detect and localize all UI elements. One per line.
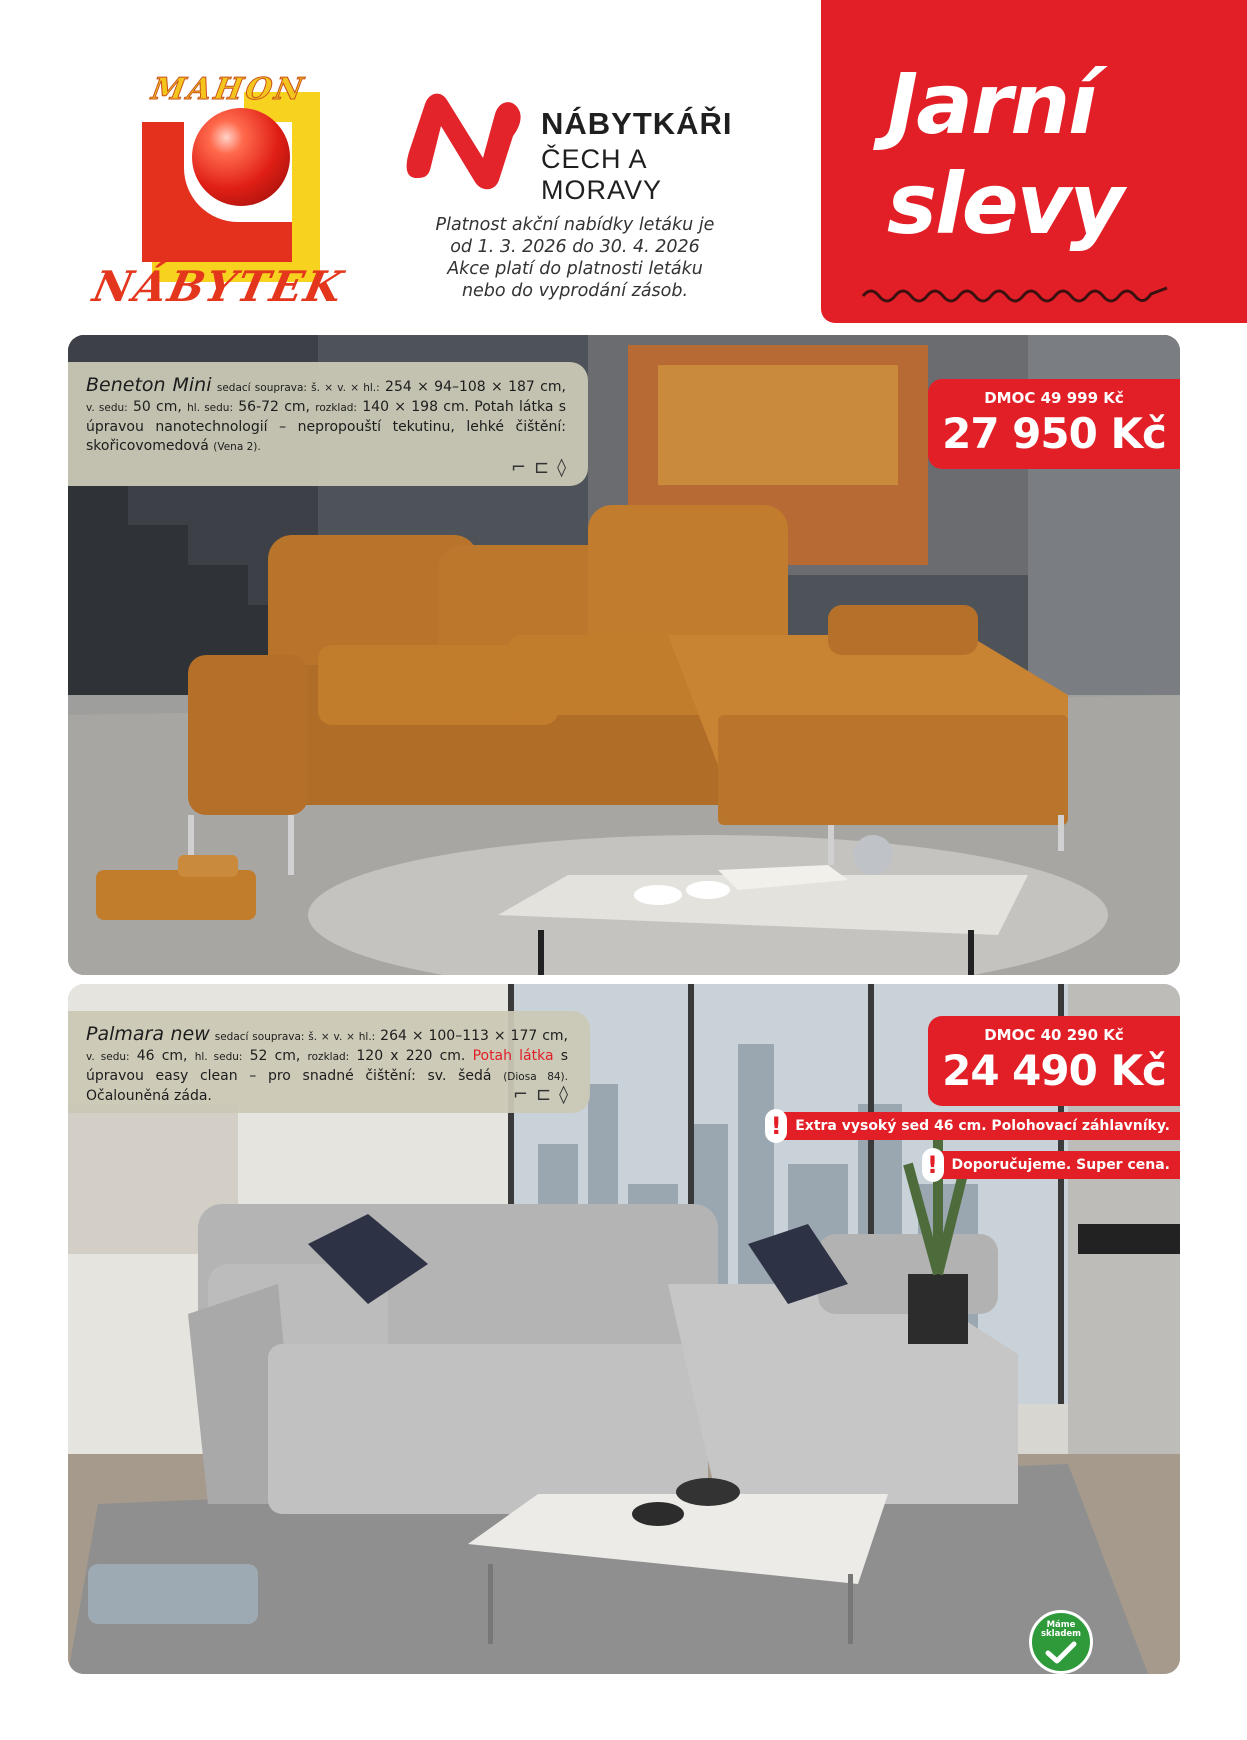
fabric-text: s úpravou easy clean – pro snadné čištění: sv. šedá: [86, 1048, 569, 1084]
stock-badge-line2: skladem: [1040, 1629, 1082, 1639]
recliner-icon: ⌐: [510, 457, 526, 478]
beneton-info-box: [68, 362, 588, 486]
validity-line: od 1. 3. 2026 do 30. 4. 2026: [450, 237, 700, 257]
stock-badge-line1: Máme: [1046, 1620, 1076, 1630]
logo-mahon-text: MAHON: [148, 72, 309, 107]
logo-red-ball-icon: [192, 108, 290, 206]
recliner-icon: ⌐: [512, 1084, 528, 1105]
exclamation-icon: !: [765, 1109, 787, 1143]
checkmark-icon: [1044, 1641, 1078, 1665]
recommended-price: DMOC 40 290 Kč: [984, 1026, 1124, 1044]
product-name: Palmara new: [86, 1023, 210, 1045]
recommended-price: DMOC 49 999 Kč: [984, 389, 1124, 407]
fabric-code: (Vena 2).: [213, 441, 261, 453]
drop-icon: ◊: [559, 1084, 568, 1105]
seat-height-label: v. sedu:: [86, 1051, 130, 1063]
seat-depth-label: hl. sedu:: [194, 1051, 243, 1063]
feature-tag: [769, 1112, 1180, 1140]
banner-title-line1: Jarní: [887, 55, 1095, 153]
logo-nabytkari-line2: ČECH A MORAVY: [541, 144, 663, 205]
nabytkari-n-icon: [403, 86, 533, 196]
exclamation-icon: !: [922, 1148, 944, 1182]
seat-depth-value: 52 cm,: [249, 1048, 301, 1064]
feature-icons: [513, 1084, 568, 1105]
sleeper-icon: ⊏: [534, 457, 550, 478]
seat-height-value: 46 cm,: [136, 1048, 188, 1064]
logo-nabytkari-line1: NÁBYTKÁŘI: [541, 106, 733, 141]
sale-price: 24 490 Kč: [942, 1046, 1166, 1095]
fabric-code: (Diosa 84).: [503, 1071, 568, 1083]
sale-price: 27 950 Kč: [942, 409, 1166, 458]
in-stock-badge: [1029, 1610, 1093, 1674]
dims-value: 254 × 94–108 × 187 cm,: [385, 379, 566, 395]
bed-label: rozklad:: [307, 1051, 350, 1063]
beneton-price-box: [928, 379, 1180, 469]
offer-validity: [418, 214, 732, 302]
validity-line: Platnost akční nabídky letáku je: [435, 215, 715, 235]
dims-value: 264 × 100–113 × 177 cm,: [380, 1028, 569, 1044]
seat-height-label: v. sedu:: [86, 402, 128, 414]
validity-line: Akce platí do platnosti letáku: [447, 259, 703, 279]
spec-label: sedací souprava: š. × v. × hl.:: [214, 1031, 376, 1043]
validity-line: nebo do vyprodání zásob.: [461, 281, 689, 301]
banner-squiggle-icon: [861, 282, 1171, 306]
bed-label: rozklad:: [315, 402, 357, 414]
seat-depth-value: 56-72 cm,: [238, 399, 311, 415]
bed-value: 120 x 220 cm.: [356, 1048, 466, 1064]
seat-height-value: 50 cm,: [132, 399, 182, 415]
spec-label: sedací souprava: š. × v. × hl.:: [216, 382, 380, 394]
seat-depth-label: hl. sedu:: [187, 402, 233, 414]
recommend-tag-text: Doporučujeme. Super cena.: [951, 1157, 1170, 1173]
sleeper-icon: ⊏: [536, 1084, 552, 1105]
palmara-info-box: [68, 1011, 590, 1113]
product-name: Beneton Mini: [86, 374, 212, 396]
drop-icon: ◊: [557, 457, 566, 478]
tail-text: Očalouněná záda.: [86, 1088, 212, 1104]
spring-sale-banner: [821, 0, 1247, 323]
nabytkari-logo: [403, 86, 763, 205]
palmara-price-box: [928, 1016, 1180, 1106]
recommend-tag: [926, 1151, 1180, 1179]
product-panel-palmara: [68, 984, 1180, 1674]
bed-and-fabric-text: 140 × 198 cm. Potah látka s úpravou nanotechnologií – nepropouští tekutinu, lehké čištění: skořicovomedová: [86, 399, 566, 454]
feature-icons: [511, 457, 566, 478]
feature-tag-text: Extra vysoký sed 46 cm. Polohovací záhlavníky.: [795, 1118, 1170, 1134]
banner-title-line2: slevy: [887, 155, 1123, 253]
mahon-logo: [88, 72, 354, 312]
product-panel-beneton: [68, 335, 1180, 975]
logo-nabytek-text: NÁBYTEK: [88, 262, 349, 311]
fabric-highlight: Potah látka: [472, 1048, 554, 1064]
